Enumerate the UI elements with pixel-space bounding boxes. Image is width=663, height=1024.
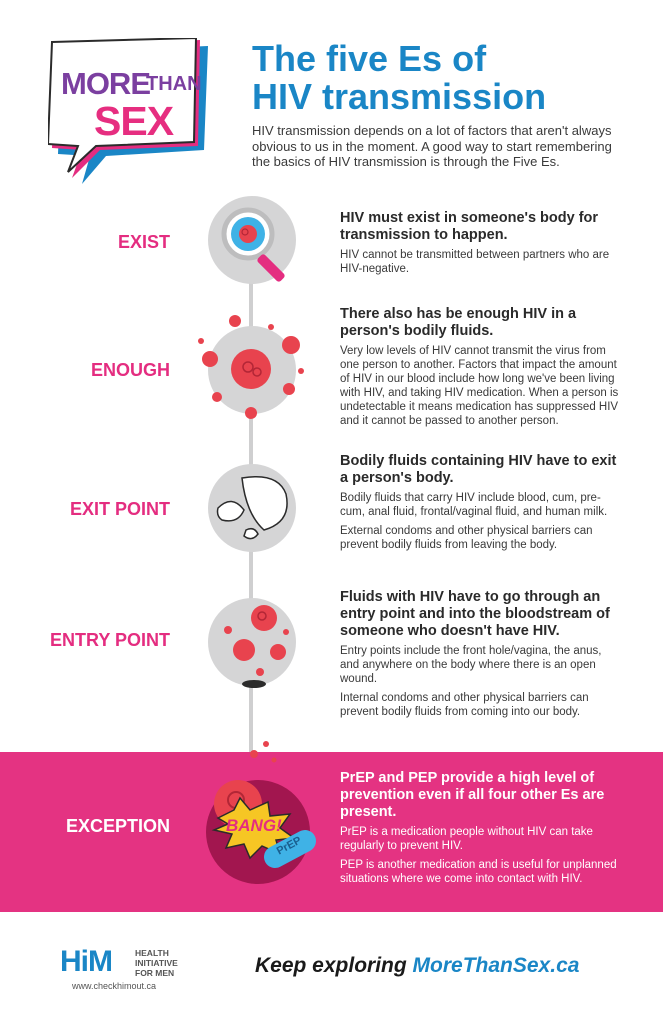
step-label-entry-point: ENTRY POINT [49,630,170,650]
step-label-exception: EXCEPTION [65,816,170,836]
logo-than: THAN [146,73,202,95]
logo-sex: SEX [94,98,174,144]
exception-band [0,752,663,912]
step-paragraph: PEP is another medication and is useful for unplanned situations where we come into contact with HIV. [340,859,617,885]
step-paragraph: External condoms and other physical barriers can prevent bodily fluids from leaving the body. [340,525,593,551]
prep-pill-label: PrEP [274,834,304,858]
step-heading: Bodily fluids containing HIV have to exit a person's body. [340,453,617,486]
keep-exploring-cta [255,954,579,978]
title-line-1: The five Es of [252,38,487,79]
step-label-enough: ENOUGH [90,360,170,380]
morethansex-link[interactable]: MoreThanSex.ca [412,954,580,977]
fluid-drops-icon [208,464,296,552]
step-text-exception [340,770,620,891]
step-text-entry-point [340,589,620,724]
step-paragraph: Entry points include the front hole/vagina, the anus, and anywhere on the body where there is an open wound. [340,645,602,685]
step-label-exist: EXIST [117,232,170,252]
him-sub-line: FOR MEN [135,968,175,978]
page-title [252,40,652,116]
step-heading: There also has be enough HIV in a person's bodily fluids. [340,306,577,339]
step-paragraph: HIV cannot be transmitted between partners who are HIV-negative. [340,249,610,275]
him-url-link[interactable]: www.checkhimout.ca [72,981,157,991]
step-heading: Fluids with HIV have to go through an entry point and into the bloodstream of someone who doesn't have HIV. [340,589,610,639]
keep-exploring-text: Keep exploring [255,954,413,977]
prep-bang-icon [190,740,330,890]
entry-wound-icon [208,598,296,686]
step-text-enough [340,306,620,433]
step-paragraph: Bodily fluids that carry HIV include blood, cum, pre-cum, anal fluid, frontal/vaginal fluid, and human milk. [340,492,608,518]
him-wordmark: HiM [60,945,112,978]
more-than-sex-logo [48,38,218,188]
step-heading: PrEP and PEP provide a high level of prevention even if all four other Es are present. [340,770,605,820]
step-paragraph: Internal condoms and other physical barriers can prevent bodily fluids from coming into our body. [340,692,589,718]
him-sub-line: HEALTH [135,948,169,958]
step-heading: HIV must exist in someone's body for transmission to happen. [340,210,599,243]
step-label-exit-point: EXIT POINT [69,499,170,519]
him-sub-line: INITIATIVE [135,958,178,968]
intro-paragraph: HIV transmission depends on a lot of factors that aren't always obvious to us in the moment. A good way to start remembering the basics of HIV transmission is through the Five Es. [252,123,612,169]
step-text-exit-point [340,453,620,557]
him-subtitle [135,948,178,978]
title-line-2: HIV transmission [252,76,547,117]
virus-cluster-icon [208,326,296,414]
bang-text: BANG! [226,816,282,835]
him-logo [60,945,240,995]
logo-more: MORE [61,66,150,101]
step-paragraph: PrEP is a medication people without HIV can take regularly to prevent HIV. [340,826,593,852]
step-paragraph: Very low levels of HIV cannot transmit the virus from one person to another. Factors that impact the amount of HIV in our blood include how long we've been living with HIV, and taking HIV medication. When a person is undetectable it means medication has suppressed HIV and it cannot be passed to another person. [340,345,619,427]
magnifier-virus-icon [208,196,296,284]
step-text-exist [340,210,620,281]
